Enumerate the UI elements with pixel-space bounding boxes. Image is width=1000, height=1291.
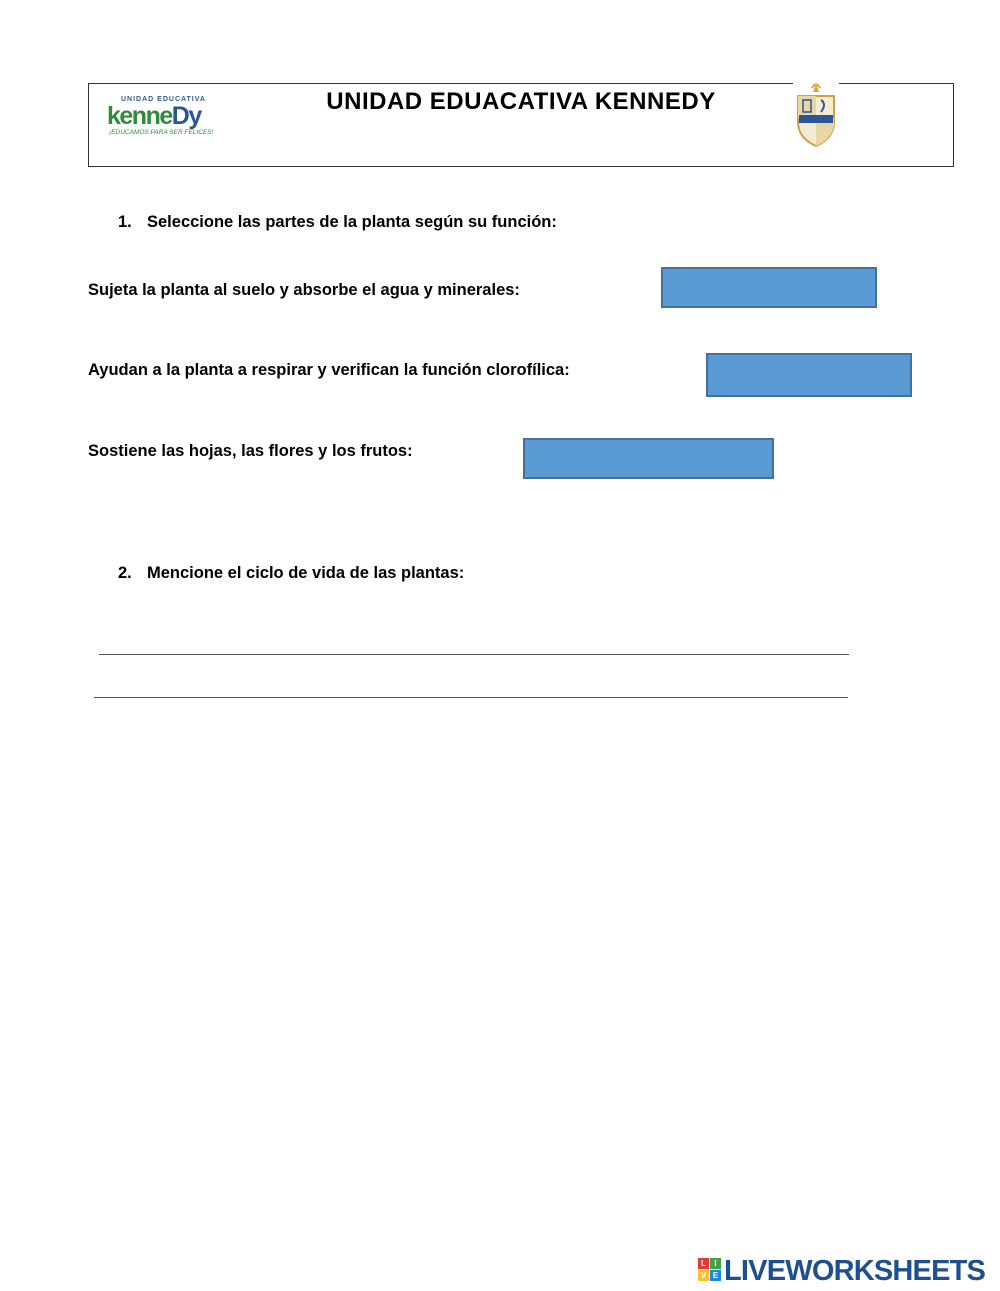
answer-line-1[interactable] bbox=[99, 654, 849, 655]
question-2-number: 2. bbox=[118, 564, 132, 582]
answer-dropdown-3[interactable] bbox=[523, 438, 774, 479]
logo-slogan: ¡EDUCAMOS PARA SER FELICES! bbox=[109, 129, 214, 136]
question-1-number: 1. bbox=[118, 213, 132, 231]
answer-line-2[interactable] bbox=[94, 697, 848, 698]
question-2-heading bbox=[118, 564, 464, 583]
answer-dropdown-2[interactable] bbox=[706, 353, 912, 397]
question-1-heading bbox=[118, 213, 557, 232]
logo-small-text: UNIDAD EDUCATIVA bbox=[121, 96, 206, 103]
logo-name-part1: kenne bbox=[107, 102, 172, 130]
brand-tile: E bbox=[710, 1270, 721, 1281]
statement-leaves: Ayudan a la planta a respirar y verifican la función clorofílica: bbox=[88, 361, 570, 379]
logo-name-part2: Dy bbox=[171, 102, 201, 130]
brand-text: LIVEWORKSHEETS bbox=[724, 1255, 986, 1287]
page-title: UNIDAD EDUACATIVA KENNEDY bbox=[326, 88, 716, 115]
answer-dropdown-1[interactable] bbox=[661, 267, 877, 308]
header-box bbox=[88, 83, 954, 167]
statement-roots: Sujeta la planta al suelo y absorbe el agua y minerales: bbox=[88, 281, 520, 299]
school-crest-icon bbox=[793, 80, 839, 152]
brand-tile: V bbox=[698, 1270, 709, 1281]
brand-tile: I bbox=[710, 1258, 721, 1269]
question-1-text: Seleccione las partes de la planta según su función: bbox=[147, 213, 557, 231]
brand-tiles-icon bbox=[698, 1258, 722, 1282]
question-2-text: Mencione el ciclo de vida de las plantas: bbox=[147, 564, 465, 582]
brand-tile: L bbox=[698, 1258, 709, 1269]
statement-stem: Sostiene las hojas, las flores y los frutos: bbox=[88, 442, 413, 460]
